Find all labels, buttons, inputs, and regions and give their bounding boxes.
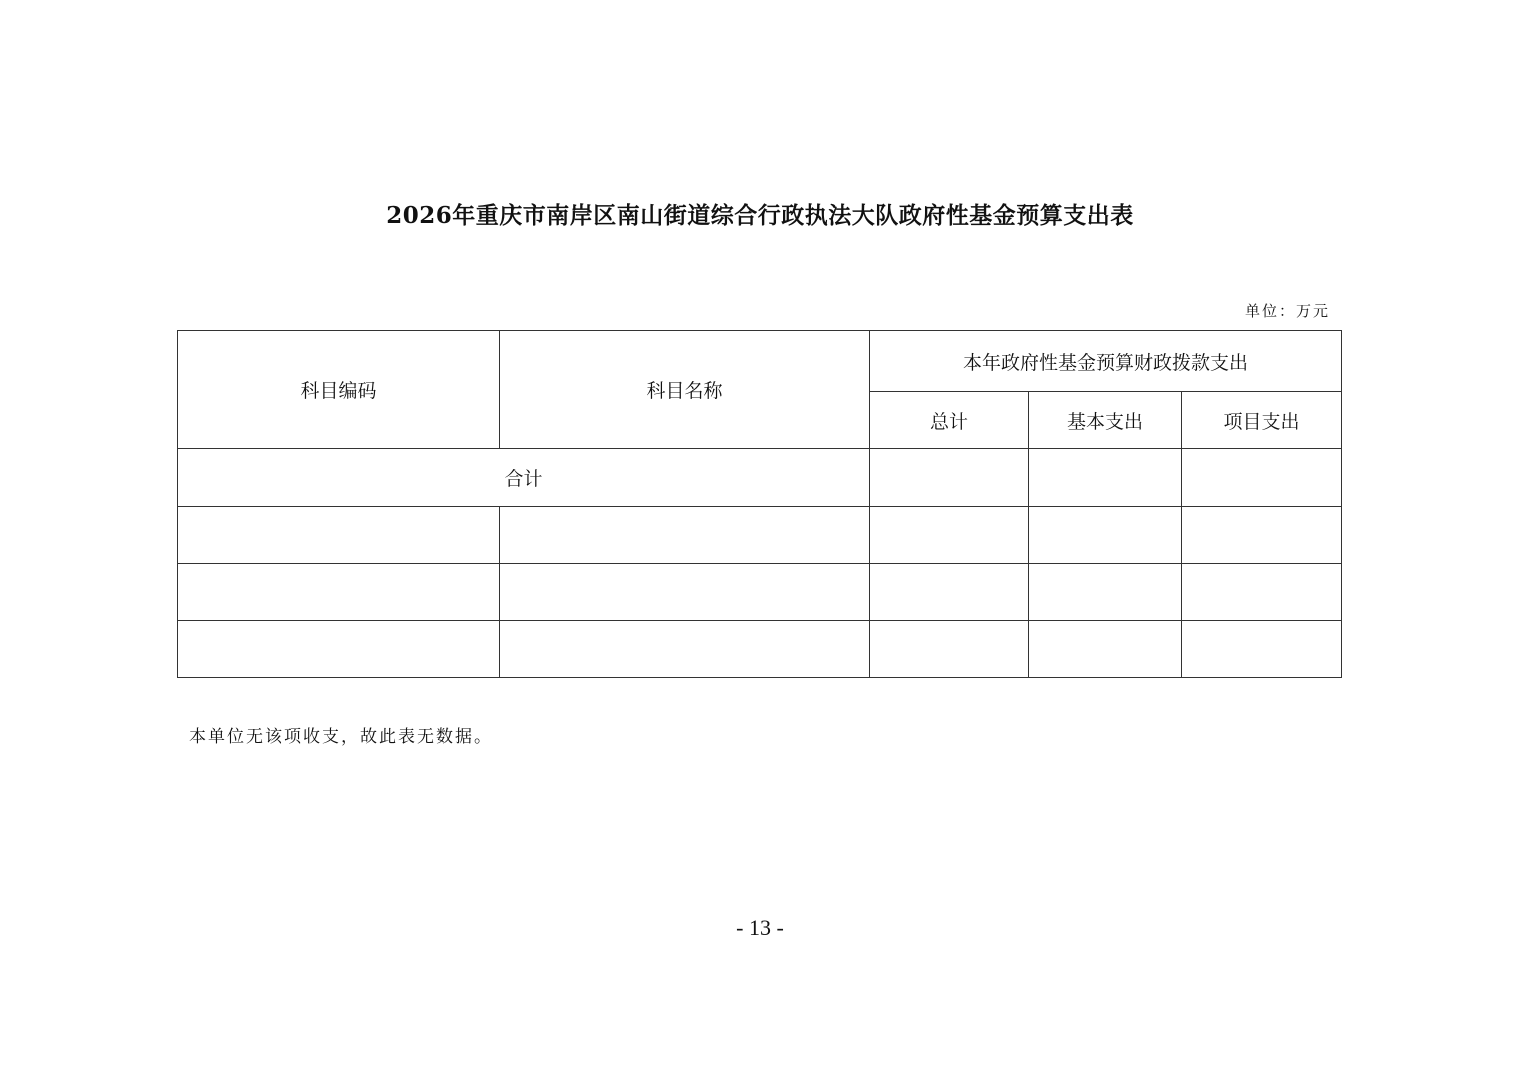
cell-name xyxy=(500,564,870,621)
table-row xyxy=(178,564,1342,621)
cell-basic xyxy=(1029,621,1182,678)
cell-project xyxy=(1182,564,1342,621)
unit-label: 单位：万元 xyxy=(1244,302,1330,320)
cell-basic xyxy=(1029,564,1182,621)
table-row xyxy=(178,507,1342,564)
cell-code xyxy=(178,507,500,564)
cell-name xyxy=(500,507,870,564)
page-title: 2026年重庆市南岸区南山街道综合行政执法大队政府性基金预算支出表 xyxy=(386,202,1134,229)
cell-project xyxy=(1182,621,1342,678)
cell-code xyxy=(178,621,500,678)
header-fund-expenditure-group: 本年政府性基金预算财政拨款支出 xyxy=(870,331,1342,392)
budget-table xyxy=(177,330,1342,678)
cell-total xyxy=(870,564,1029,621)
cell-basic xyxy=(1029,507,1182,564)
cell-total xyxy=(870,507,1029,564)
cell-project xyxy=(1182,507,1342,564)
table-header-row xyxy=(178,331,1342,392)
header-total: 总计 xyxy=(870,392,1029,449)
header-subject-code: 科目编码 xyxy=(178,331,500,449)
total-label: 合计 xyxy=(178,449,870,507)
total-cell-total xyxy=(870,449,1029,507)
header-basic-expenditure: 基本支出 xyxy=(1029,392,1182,449)
cell-total xyxy=(870,621,1029,678)
total-cell-basic xyxy=(1029,449,1182,507)
page-number: - 13 - xyxy=(736,915,784,940)
header-project-expenditure: 项目支出 xyxy=(1182,392,1342,449)
cell-code xyxy=(178,564,500,621)
no-data-note: 本单位无该项收支，故此表无数据。 xyxy=(189,727,493,747)
total-cell-project xyxy=(1182,449,1342,507)
table-total-row xyxy=(178,449,1342,507)
header-subject-name: 科目名称 xyxy=(500,331,870,449)
table-row xyxy=(178,621,1342,678)
cell-name xyxy=(500,621,870,678)
